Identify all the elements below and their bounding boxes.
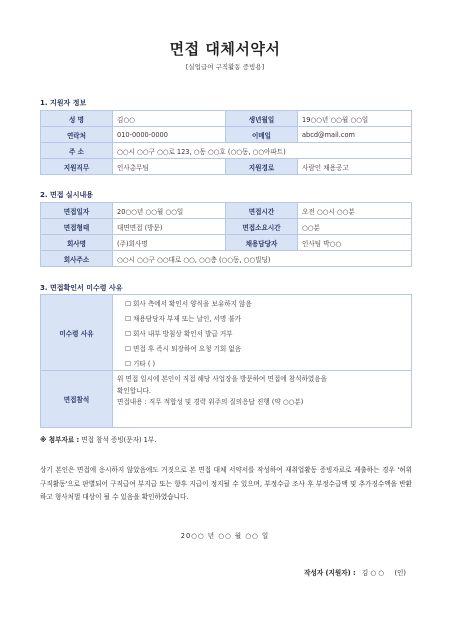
writer-label: 작성자 (지원자) : [304,569,356,577]
table-row [41,111,412,127]
non-receipt-table [40,294,412,428]
address-value: ○○시 ○○구 ○○로 123, ○동 ○○호 (○○동, ○○아파트) [113,143,412,159]
attachment-note [40,434,156,444]
writer-name: 김 ○ ○ [361,569,384,577]
name-value: 김○○ [113,111,226,127]
interview-time-label: 면접시간 [226,203,298,219]
table-row [41,371,412,428]
table-row [41,251,412,267]
address-label: 주 소 [41,143,113,159]
route-label: 지원경로 [226,159,298,175]
table-row [41,143,412,159]
interview-date-value: 20○○년 ○○월 ○○일 [113,203,226,219]
interview-time-value: 오전 ○○시 ○○분 [298,203,412,219]
interview-duration-label: 면접소요시간 [226,219,298,235]
reason-option[interactable]: ☐ 기타 ( ) [113,355,412,371]
table-row [41,295,412,311]
writer-line [304,567,406,577]
reason-option[interactable]: ☐ 회사 측에서 확인서 양식을 보유하지 않음 [113,295,412,311]
section-1-heading: 1. 지원자 정보 [40,99,87,107]
company-address-label: 회사주소 [41,251,113,267]
document-subtitle: [실업급여 구직활동 증빙용] [185,63,265,71]
attend-label: 면접참석 [41,371,113,428]
job-value: 인사총무팀 [113,159,226,175]
document-title: 면접 대체서약서 [169,40,281,58]
interview-type-value: 대면면접 (방문) [113,219,226,235]
email-value: abcd@mail.com [298,127,412,143]
reason-option[interactable]: ☐ 회사 내부 방침상 확인서 발급 거부 [113,325,412,340]
interview-info-table [40,202,412,267]
manager-value: 인사팀 박○○ [298,235,412,251]
writer-seal: (인) [394,569,406,577]
company-value: (주)회사명 [113,235,226,251]
attachment-prefix: ※ 첨부자료 : [40,436,80,444]
statement-paragraph: 상기 본인은 면접에 응시하지 않았음에도 거짓으로 본 면접 대체 서약서를 작성하여 재취업활동 증빙자료로 제출하는 경우 '허위 구직활동'으로 판별되어 구직급여 부지급 또는 향후 지급이 정지될 수 있으며, 부정수급 조사 후 부정수급액 및 추가징수액을 반환하고 형사처벌 대상이 될 수 있음을 확인하였습니다. [40,466,412,501]
attend-line: 위 면접 일시에 본인이 직접 해당 사업장을 방문하여 면접에 참석하였음을 [117,375,327,383]
reason-option[interactable]: ☐ 채용담당자 부재 또는 날인, 서명 불가 [113,310,412,325]
name-label: 성 명 [41,111,113,127]
birth-label: 생년월일 [226,111,298,127]
table-row [41,203,412,219]
email-label: 이메일 [226,127,298,143]
company-label: 회사명 [41,235,113,251]
attend-line: 확인합니다. [117,386,151,395]
section-3-heading: 3. 면접확인서 미수령 사유 [40,284,123,292]
section-2-heading: 2. 면접 실시내용 [40,191,93,199]
interview-duration-value: ○○분 [298,219,412,235]
attachment-text: 면접 참석 증빙(문자) 1부. [81,436,157,444]
interview-date-label: 면접일자 [41,203,113,219]
route-value: 사람인 채용공고 [298,159,412,175]
signature-date: 20○○ 년 ○○ 월 ○○ 일 [180,532,270,540]
reason-label: 미수령 사유 [41,295,113,371]
table-row [41,219,412,235]
contact-value: 010-0000-0000 [113,127,226,143]
table-row [41,159,412,175]
manager-label: 채용담당자 [226,235,298,251]
table-row [41,127,412,143]
table-row [41,235,412,251]
applicant-info-table [40,110,412,175]
company-address-value: ○○시 ○○구 ○○대로 ○○, ○○층 (○○동, ○○빌딩) [113,251,412,267]
job-label: 지원직무 [41,159,113,175]
birth-value: 19○○년 ○○월 ○○일 [298,111,412,127]
contact-label: 연락처 [41,127,113,143]
interview-type-label: 면접형태 [41,219,113,235]
reason-option[interactable]: ☐ 면접 후 즉시 퇴장하여 요청 기회 없음 [113,340,412,355]
attend-statement [113,371,412,428]
attend-line: 면접내용 : 직무 적합성 및 경력 위주의 질의응답 진행 (약 ○○분) [117,398,304,406]
